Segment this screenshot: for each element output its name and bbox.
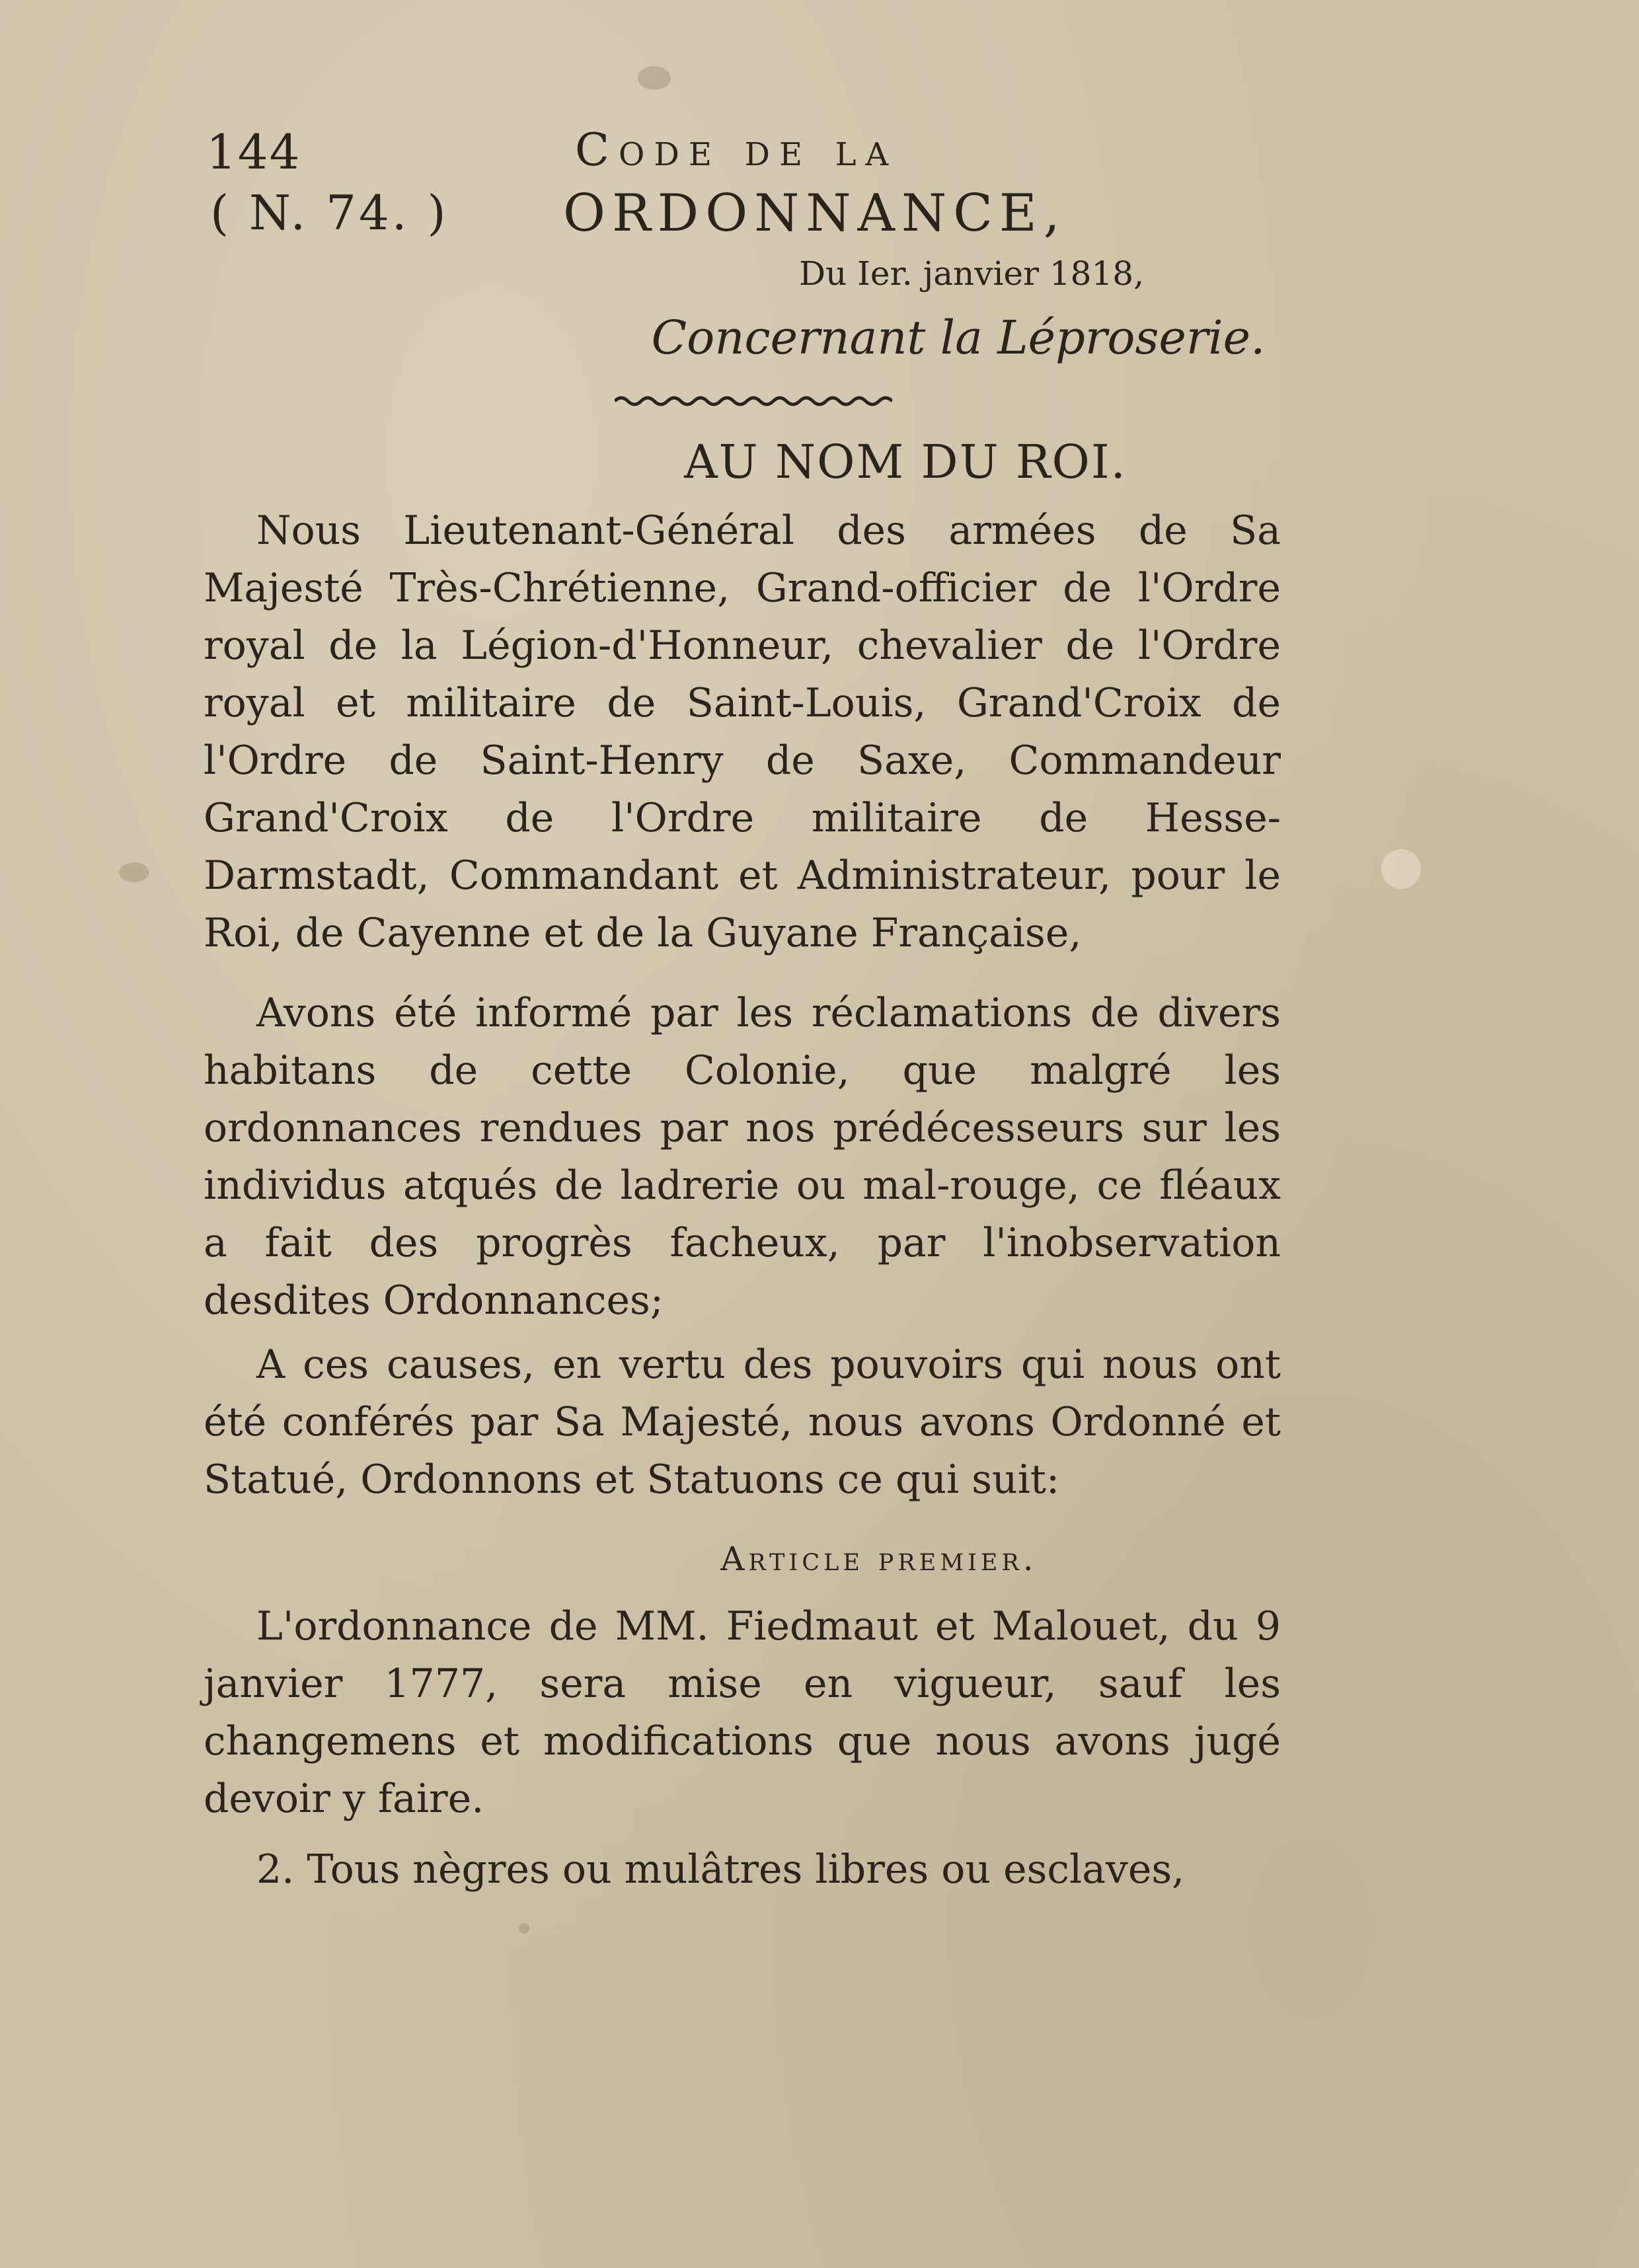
ordonnance-date: Du Ier. janvier 1818, bbox=[799, 254, 1144, 293]
ordonnance-subject: Concernant la Léproserie. bbox=[651, 311, 1266, 365]
article-heading: Article premier. bbox=[720, 1540, 1038, 1578]
paper-stain bbox=[519, 1923, 529, 1934]
informed-paragraph bbox=[204, 985, 1281, 1330]
article-1-text: L'ordonnance de MM. Fiedmaut et Malouet, du 9 janvier 1777, sera mise en vigueur, sauf les changemens et modifications que nous avons jugé devoir y faire. bbox=[204, 1603, 1281, 1822]
article-2-text: 2. Tous nègres ou mulâtres libres ou esclaves, bbox=[256, 1846, 1185, 1893]
intro-paragraph bbox=[204, 502, 1281, 962]
causes-text: A ces causes, en vertu des pouvoirs qui nous ont été conférés par Sa Majesté, nous avons Ordonné et Statué, Ordonnons et Statuons ce qui suit: bbox=[204, 1342, 1281, 1503]
paper-stain bbox=[1381, 849, 1421, 889]
paper-stain bbox=[638, 66, 671, 90]
page-number: 144 bbox=[206, 124, 301, 180]
running-head: Code de la bbox=[575, 124, 898, 176]
intro-text: Nous Lieutenant-Général des armées de Sa Majesté Très-Chrétienne, Grand-officier de l'Ordre royal de la Légion-d'Honneur, chevalier de l'Ordre royal et militaire de Saint-Louis, Grand'Croix de l'Ordre de Saint-Henry de Saxe, Commandeur Grand'Croix de l'Ordre militaire de Hesse-Darmstadt, Commandant et Administrateur, pour le Roi, de Cayenne et de la Guyane Française, bbox=[204, 508, 1281, 956]
ordonnance-title: ORDONNANCE, bbox=[563, 184, 1067, 243]
informed-text: Avons été informé par les réclamations de divers habitans de cette Colonie, que malgré les ordonnances rendues par nos prédécesseurs sur les individus atqués de ladrerie ou mal-rouge, ce fléaux a fait des progrès facheux, par l'inobservation desdites Ordonnances; bbox=[204, 990, 1281, 1324]
article-2-paragraph bbox=[204, 1841, 1281, 1899]
royal-heading: AU NOM DU ROI. bbox=[684, 435, 1127, 489]
paper-stain bbox=[119, 862, 149, 882]
wavy-rule-ornament bbox=[615, 391, 892, 411]
causes-paragraph bbox=[204, 1336, 1281, 1509]
ordonnance-number: ( N. 74. ) bbox=[210, 185, 449, 241]
article-1-paragraph bbox=[204, 1598, 1281, 1828]
